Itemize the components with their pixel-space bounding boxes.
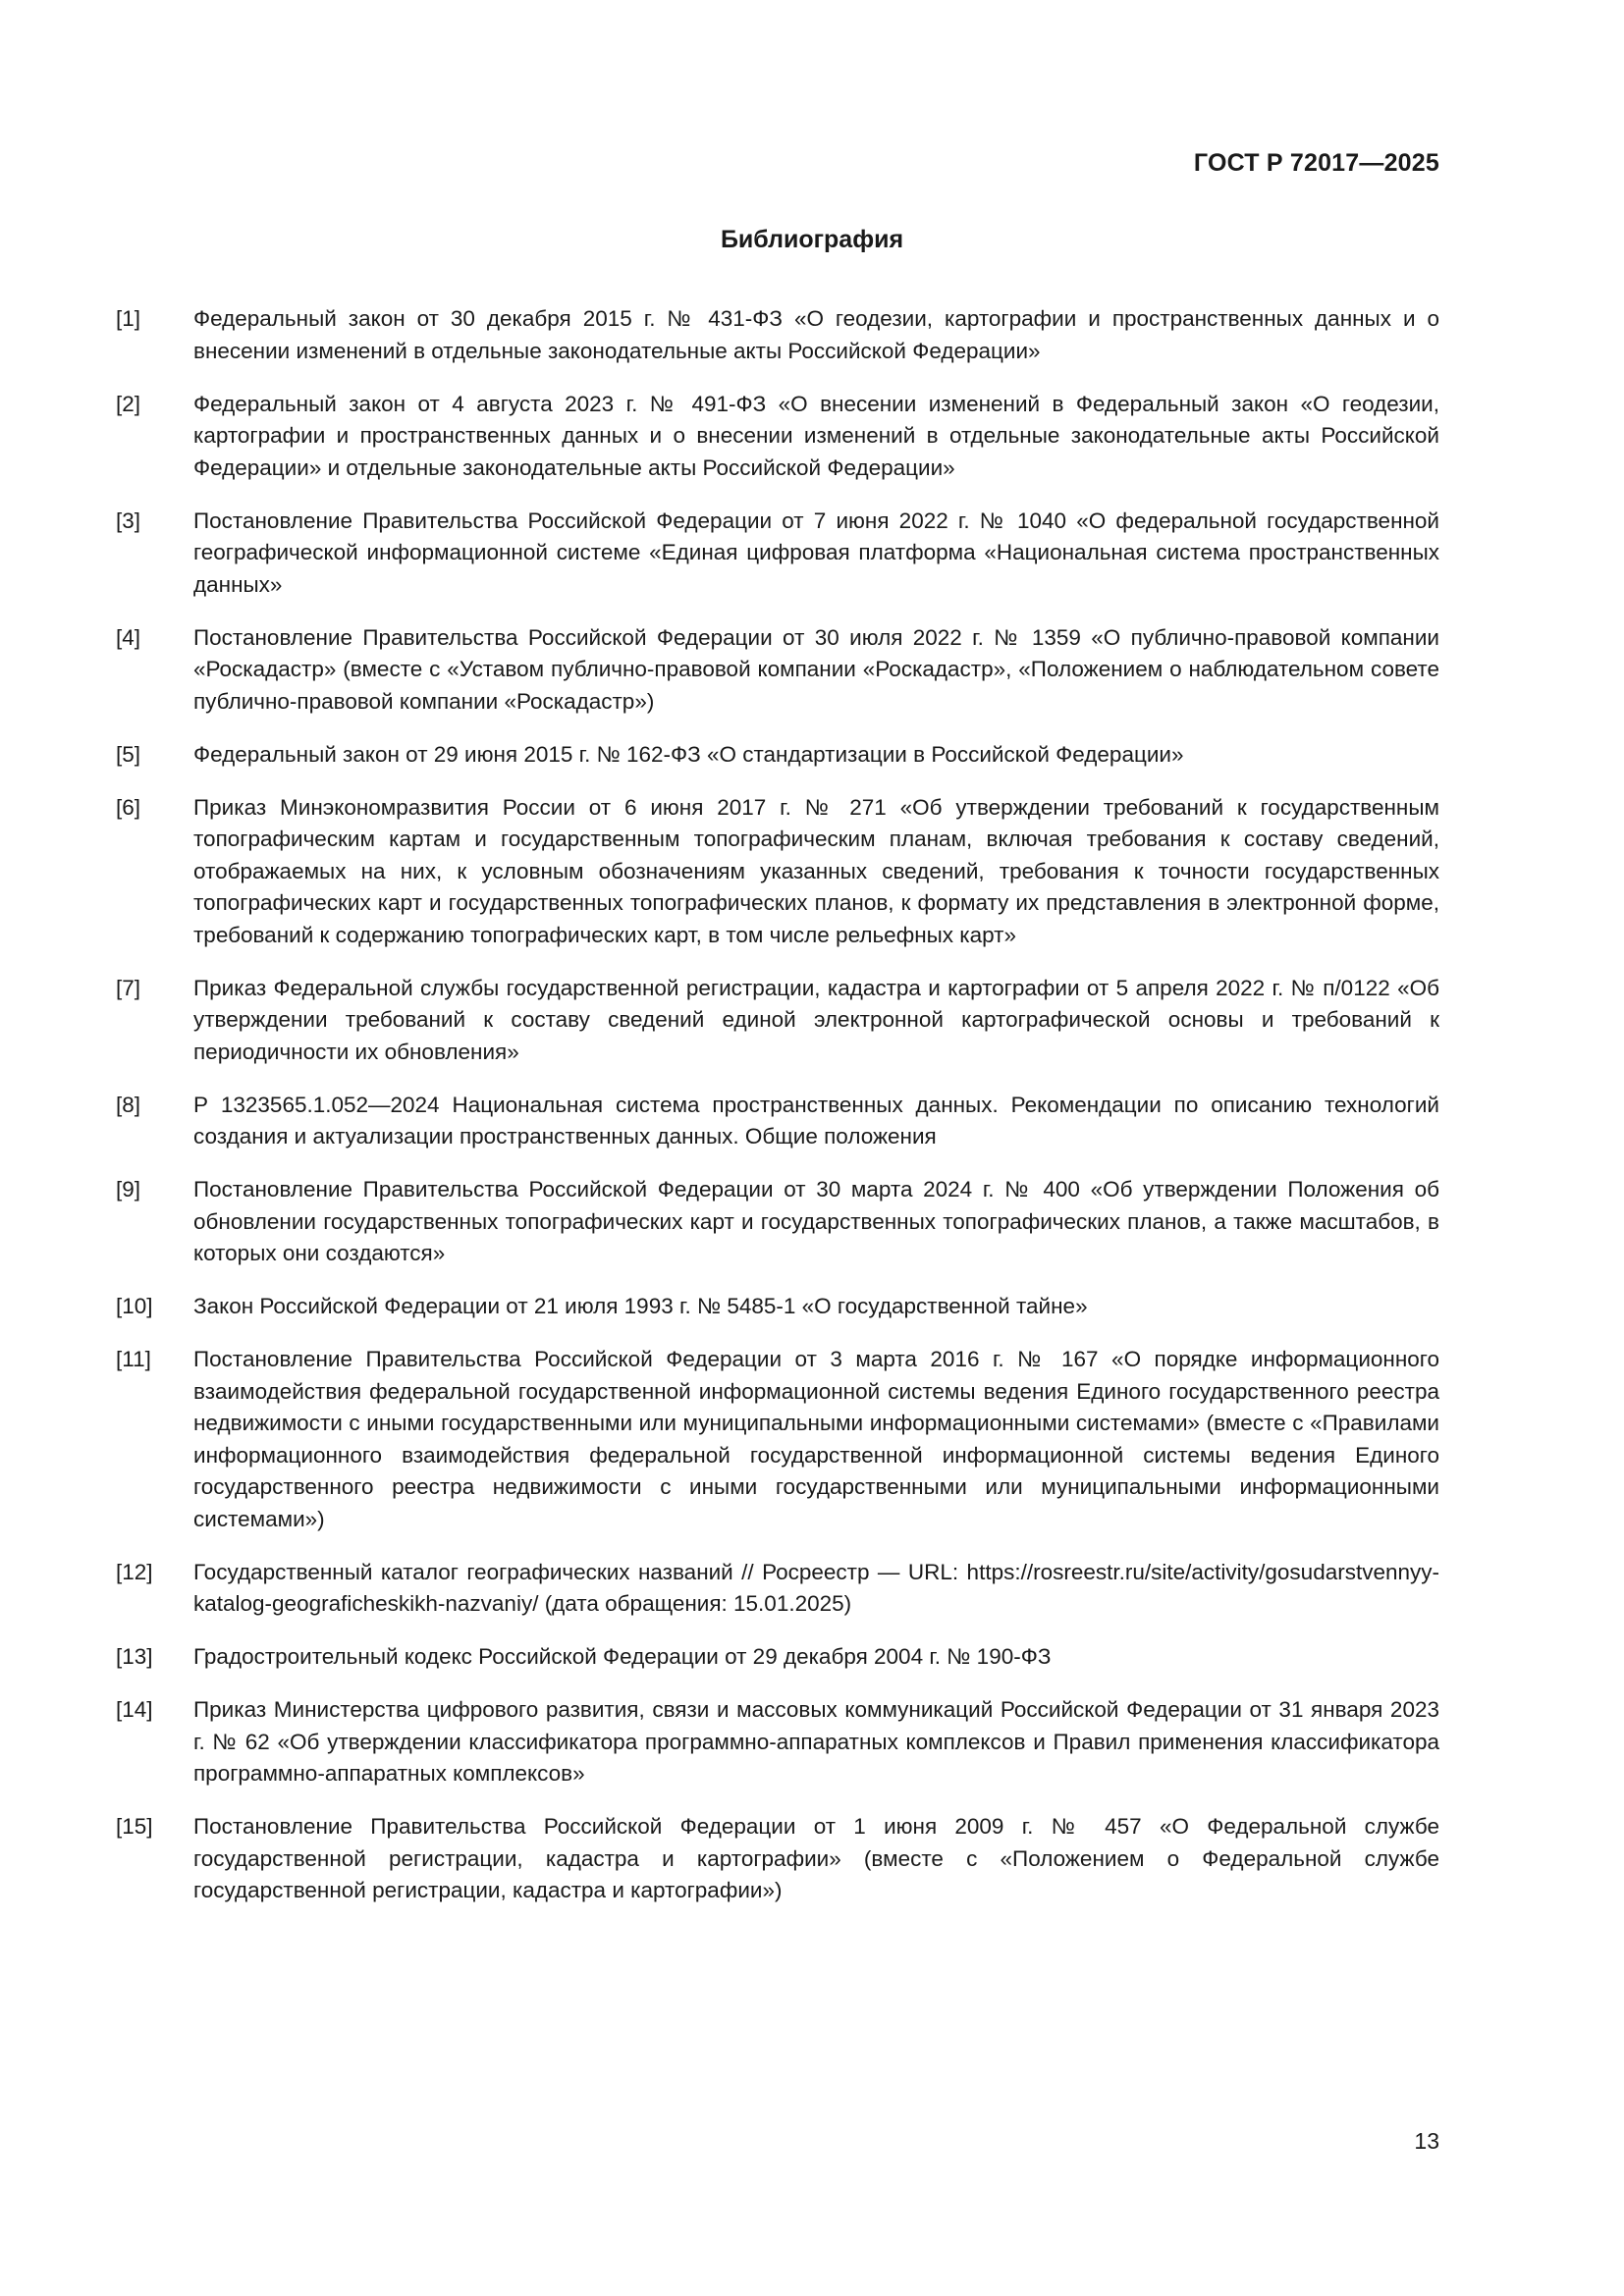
bibliography-entry-text: Постановление Правительства Российской Федерации от 1 июня 2009 г. № 457 «О Федеральной службе государственной регистрации, кадастра и картографии» (вместе с «Положением о Федеральной службе государственной регистрации, кадастра и картографии»)	[193, 1814, 1439, 1902]
bibliography-entry-text: Приказ Министерства цифрового развития, связи и массовых коммуникаций Российской Федерации от 31 января 2023 г. № 62 «Об утверждении классификатора программно-аппаратных комплексов и Правил применения классификатора программно-аппаратных комплексов»	[193, 1697, 1439, 1786]
bibliography-entry	[116, 1291, 1439, 1323]
bibliography-entry-number: [12]	[116, 1559, 153, 1584]
bibliography-entry-text: Постановление Правительства Российской Федерации от 30 июля 2022 г. № 1359 «О публично-правовой компании «Роскадастр» (вместе с «Уставом публично-правовой компании «Роскадастр», «Положением о наблюдательном совете публично-правовой компании «Роскадастр»)	[193, 624, 1439, 714]
bibliography-entry	[116, 973, 1439, 1069]
bibliography-entry-number: [14]	[116, 1697, 153, 1722]
bibliography-entry-number: [13]	[116, 1644, 153, 1669]
bibliography-entry-text: Градостроительный кодекс Российской Федерации от 29 декабря 2004 г. № 190-ФЗ	[193, 1644, 1052, 1669]
bibliography-entry-number: [7]	[116, 975, 141, 1000]
bibliography-entry	[116, 303, 1439, 367]
bibliography-entry-text: Федеральный закон от 30 декабря 2015 г. № 431-ФЗ «О геодезии, картографии и пространственных данных и о внесении изменений в отдельные законодательные акты Российской Федерации»	[193, 306, 1439, 363]
bibliography-entry-number: [1]	[116, 306, 141, 331]
bibliography-entry-number: [9]	[116, 1177, 141, 1201]
page-number: 13	[1414, 2128, 1439, 2154]
bibliography-entry-number: [2]	[116, 391, 141, 416]
bibliography-entry	[116, 622, 1439, 719]
bibliography-entry	[116, 1811, 1439, 1907]
bibliography-entry-number: [4]	[116, 624, 141, 650]
bibliography-entry-text: Постановление Правительства Российской Федерации от 3 марта 2016 г. № 167 «О порядке информационного взаимодействия федеральной государственной информационной системы ведения Единого государственного реестра недвижимости с иными государственными или муниципальными информационными системами» (вместе с «Правилами информационного взаимодействия федеральной государственной информационной системы ведения Единого государственного реестра недвижимости с иными государственными или муниципальными информационными системами»)	[193, 1347, 1439, 1531]
bibliography-entry-number: [3]	[116, 507, 141, 533]
bibliography-entry-number: [15]	[116, 1814, 153, 1839]
bibliography-entry-number: [8]	[116, 1092, 141, 1117]
bibliography-entry	[116, 1344, 1439, 1535]
bibliography-entry	[116, 1641, 1439, 1674]
section-title: Библиография	[720, 226, 904, 253]
document-code: ГОСТ Р 72017—2025	[1193, 149, 1439, 177]
bibliography-entry	[116, 739, 1439, 772]
bibliography-entry-number: [6]	[116, 794, 141, 820]
bibliography-entry	[116, 389, 1439, 485]
bibliography-entry-text: Постановление Правительства Российской Федерации от 7 июня 2022 г. № 1040 «О федеральной государственной географической информационной системе «Единая цифровая платформа «Национальная система пространственных данных»	[193, 507, 1439, 597]
bibliography-entry	[116, 1090, 1439, 1153]
bibliography-entry-text: Приказ Федеральной службы государственной регистрации, кадастра и картографии от 5 апреля 2022 г. № п/0122 «Об утверждении требований к составу сведений единой электронной картографической основы и требований к периодичности их обновления»	[193, 975, 1439, 1064]
bibliography-entry-number: [10]	[116, 1294, 153, 1318]
bibliography-entry	[116, 792, 1439, 952]
bibliography-entry-number: [5]	[116, 741, 141, 767]
bibliography-entry-text: Закон Российской Федерации от 21 июля 1993 г. № 5485-1 «О государственной тайне»	[193, 1294, 1088, 1318]
bibliography-entry-text: Федеральный закон от 29 июня 2015 г. № 162-ФЗ «О стандартизации в Российской Федерации»	[193, 741, 1184, 767]
bibliography-entry-text: Р 1323565.1.052—2024 Национальная система пространственных данных. Рекомендации по описанию технологий создания и актуализации пространственных данных. Общие положения	[193, 1092, 1439, 1148]
bibliography-entry-text: Постановление Правительства Российской Федерации от 30 марта 2024 г. № 400 «Об утверждении Положения об обновлении государственных топографических карт и государственных топографических планов, а также масштабов, в которых они создаются»	[193, 1177, 1439, 1265]
bibliography-entry-number: [11]	[116, 1347, 151, 1371]
bibliography-entry-text: Приказ Минэкономразвития России от 6 июня 2017 г. № 271 «Об утверждении требований к государственным топографическим картам и государственным топографическим планам, включая требования к составу сведений, отображаемых на них, к условным обозначениям указанных сведений, требования к точности государственных топографических карт и государственных топографических планов, к формату их представления в электронной форме, требований к содержанию топографических карт, в том числе рельефных карт»	[193, 794, 1439, 947]
bibliography-entry	[116, 506, 1439, 602]
bibliography-entry	[116, 1174, 1439, 1270]
bibliography-entry-text: Федеральный закон от 4 августа 2023 г. № 491-ФЗ «О внесении изменений в Федеральный закон «О геодезии, картографии и пространственных данных и о внесении изменений в отдельные законодательные акты Российской Федерации» и отдельные законодательные акты Российской Федерации»	[193, 391, 1439, 480]
bibliography-entry	[116, 1557, 1439, 1621]
bibliography-list	[116, 303, 1439, 1928]
bibliography-entry	[116, 1694, 1439, 1790]
bibliography-entry-text: Государственный каталог географических названий // Росреестр — URL: https://rosreestr.ru/site/activity/gosudarstvennyy-katalog-geograficheskikh-nazvaniy/ (дата обращения: 15.01.2025)	[193, 1559, 1439, 1616]
